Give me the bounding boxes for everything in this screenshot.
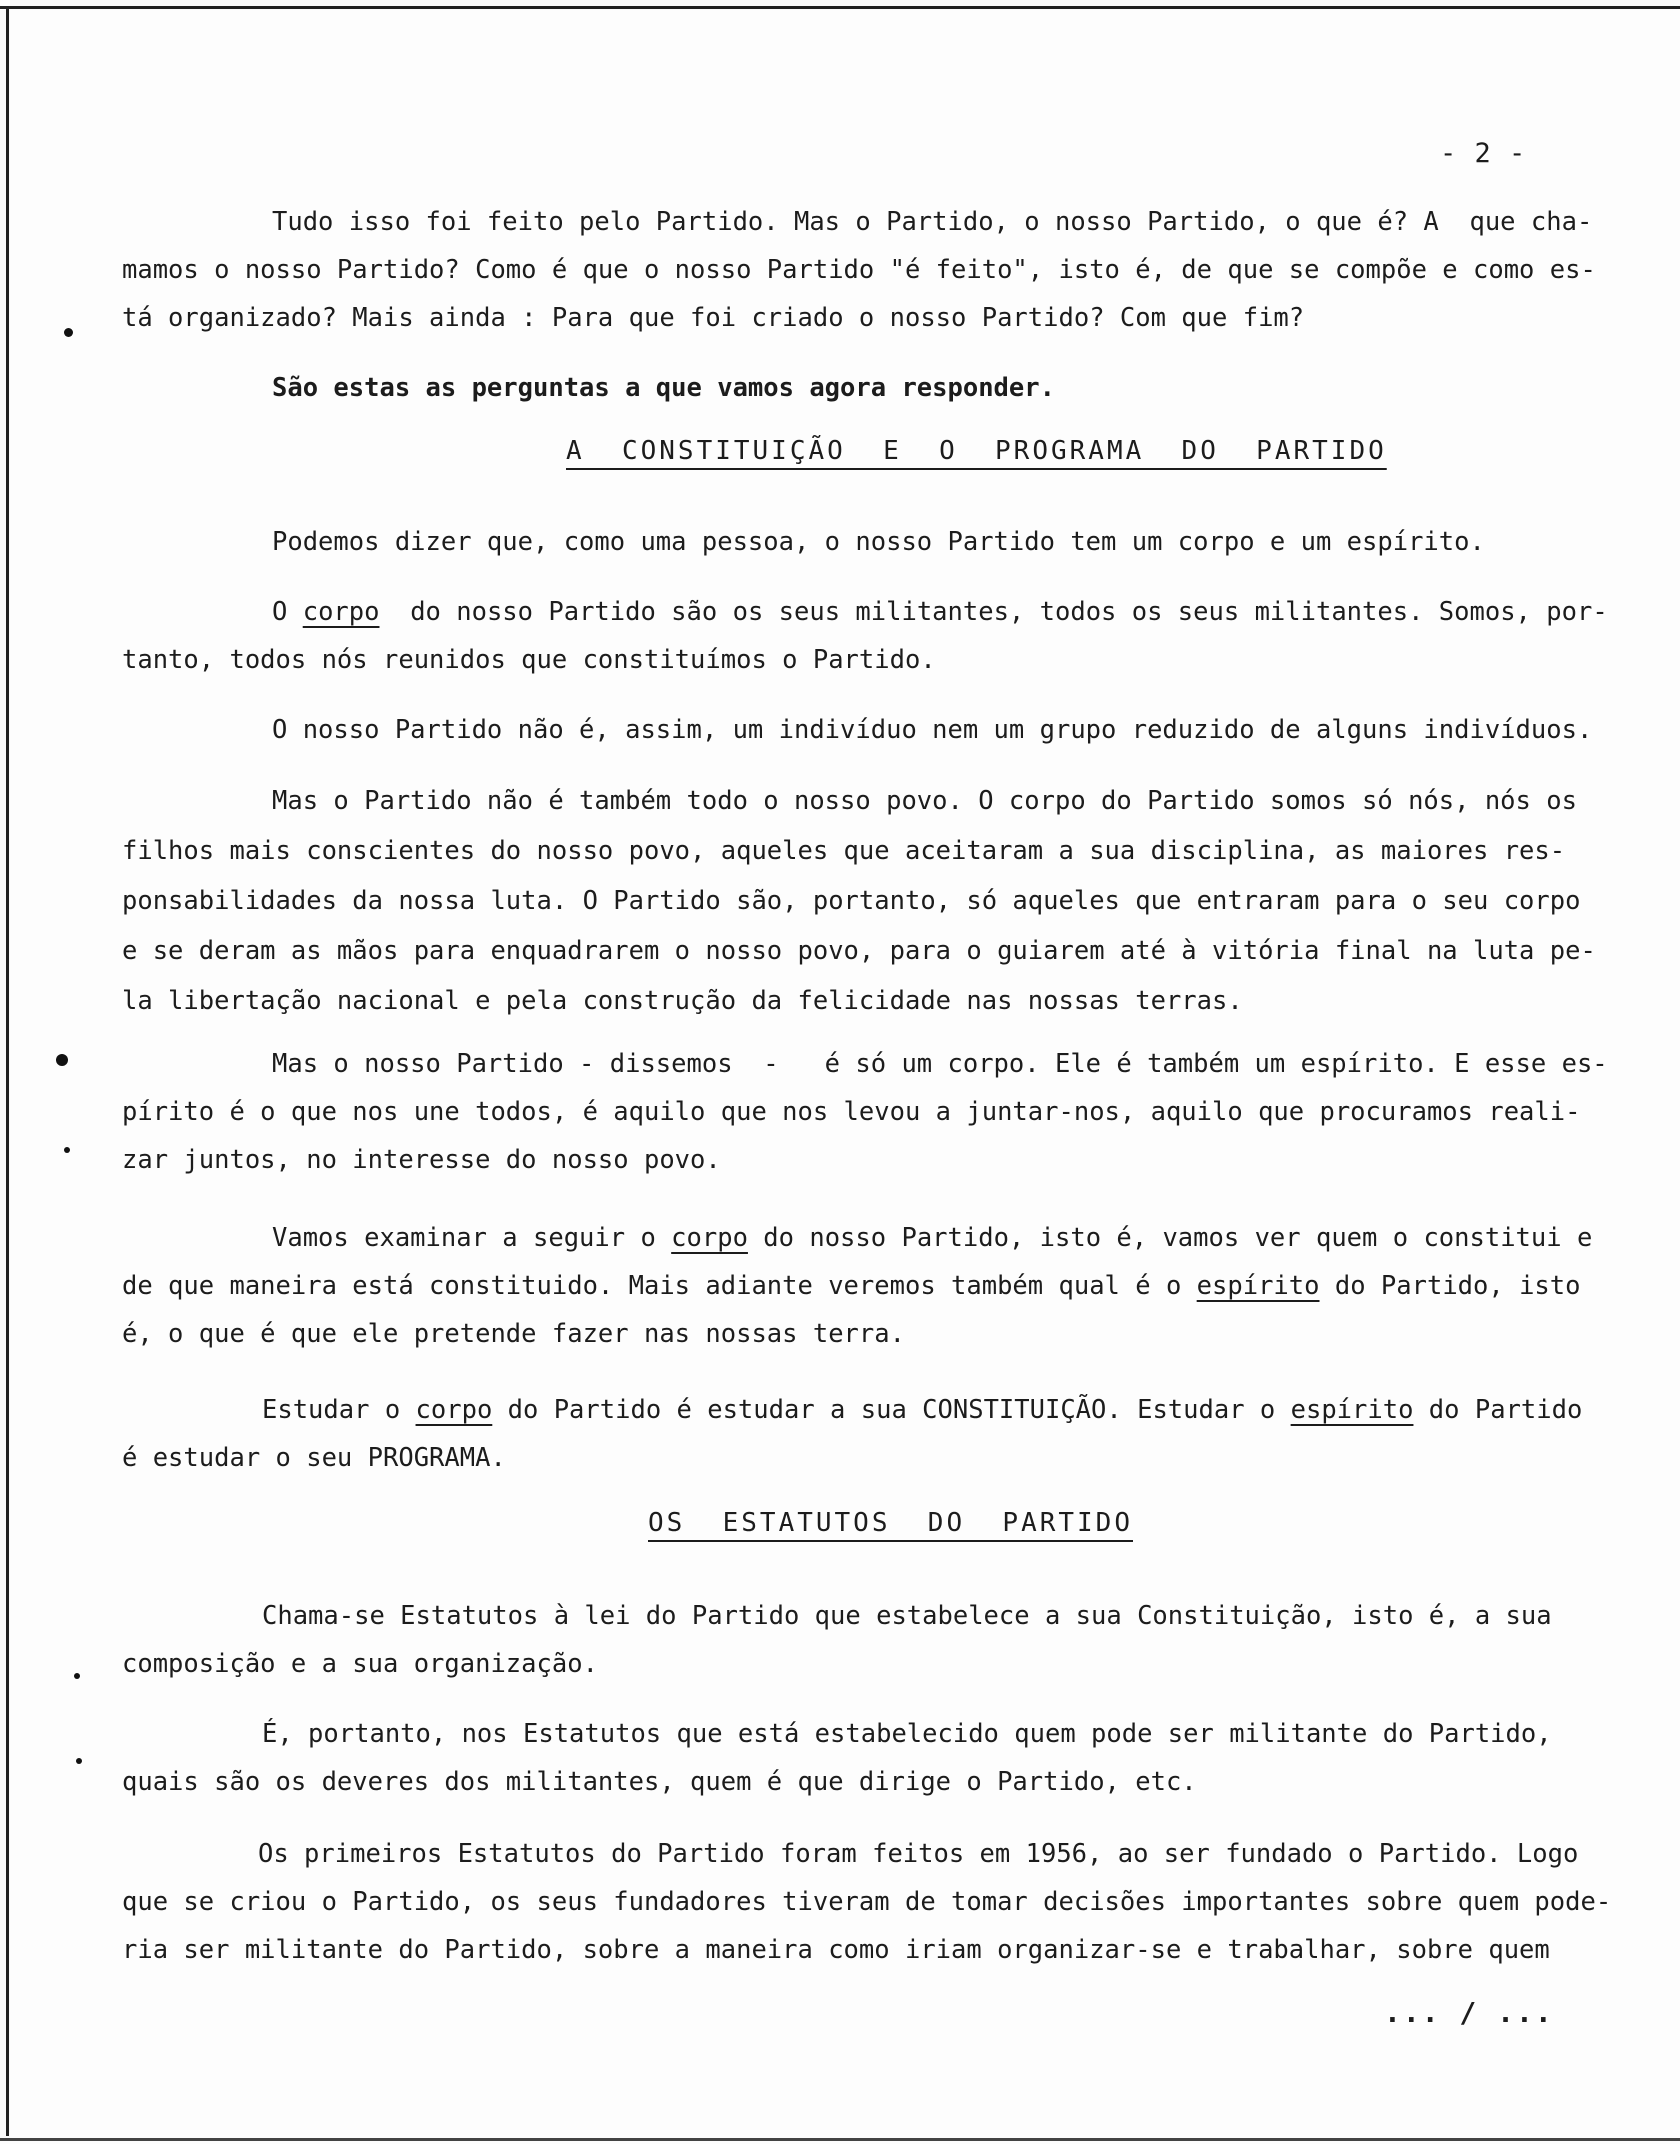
margin-speck xyxy=(64,328,73,337)
text-line xyxy=(122,1262,1632,1310)
text-line: São estas as perguntas a que vamos agora responder. xyxy=(272,373,1055,403)
text-line: Chama-se Estatutos à lei do Partido que estabelece a sua Constituição, isto é, a sua xyxy=(262,1601,1552,1631)
text-run: Vamos examinar a seguir o xyxy=(272,1223,672,1253)
text-line: mamos o nosso Partido? Como é que o nosso Partido "é feito", isto é, de que se compõe e como es- xyxy=(122,255,1596,285)
paragraph-body-spirit xyxy=(272,518,1632,566)
text-run: do nosso Partido, isto é, vamos ver quem o constitui e xyxy=(747,1223,1593,1253)
margin-speck xyxy=(76,1758,82,1764)
text-run: do nosso Partido são os seus militantes, todos os seus militantes. Somos, por- xyxy=(379,597,1608,627)
text-run: do Partido, isto xyxy=(1319,1271,1581,1301)
text-run: Estudar o xyxy=(262,1395,416,1425)
paragraph-portanto xyxy=(122,1710,1632,1806)
text-line: Os primeiros Estatutos do Partido foram feitos em 1956, ao ser fundado o Partido. Logo xyxy=(258,1839,1579,1869)
section-heading-constitution: A CONSTITUIÇÃO E O PROGRAMA DO PARTIDO xyxy=(566,436,1387,466)
text-line: é estudar o seu PROGRAMA. xyxy=(122,1443,506,1473)
text-line: tá organizado? Mais ainda : Para que foi criado o nosso Partido? Com que fim? xyxy=(122,303,1305,333)
paragraph-estudar xyxy=(122,1386,1632,1482)
text-line: Tudo isso foi feito pelo Partido. Mas o Partido, o nosso Partido, o que é? A que cha- xyxy=(272,207,1593,237)
text-line: filhos mais conscientes do nosso povo, aqueles que aceitaram a sua disciplina, as maiores res- xyxy=(122,836,1566,866)
section-heading-statutes: OS ESTATUTOS DO PARTIDO xyxy=(648,1508,1133,1538)
text-line: tanto, todos nós reunidos que constituímos o Partido. xyxy=(122,645,936,675)
text-line: ria ser militante do Partido, sobre a maneira como iriam organizar-se e trabalhar, sobre quem xyxy=(122,1935,1550,1965)
text-line: composição e a sua organização. xyxy=(122,1649,598,1679)
text-run: O xyxy=(272,597,303,627)
text-line: Mas o nosso Partido - dissemos - é só um corpo. Ele é também um espírito. E esse es- xyxy=(272,1049,1608,1079)
text-line: Podemos dizer que, como uma pessoa, o nosso Partido tem um corpo e um espírito. xyxy=(272,527,1485,557)
text-line: ponsabilidades da nossa luta. O Partido são, portanto, só aqueles que entraram para o seu corpo xyxy=(122,886,1581,916)
page-edge-left xyxy=(6,6,9,2136)
text-run: do Partido xyxy=(1413,1395,1583,1425)
text-line: O nosso Partido não é, assim, um indivíduo nem um grupo reduzido de alguns indivíduos. xyxy=(272,715,1593,745)
text-run: de que maneira está constituido. Mais adiante veremos também qual é o xyxy=(122,1271,1197,1301)
paragraph-questions xyxy=(272,364,1572,412)
margin-speck xyxy=(56,1054,68,1066)
page-number: - 2 - xyxy=(1440,138,1527,169)
underlined-word: corpo xyxy=(671,1223,748,1253)
paragraph-primeiros-estatutos xyxy=(122,1830,1642,1974)
paragraph-intro xyxy=(122,198,1622,342)
underlined-word: espírito xyxy=(1196,1271,1320,1301)
paragraph-examinar xyxy=(122,1214,1632,1358)
page-edge-bottom xyxy=(0,2138,1680,2141)
text-line: é, o que é que ele pretende fazer nas nossas terra. xyxy=(122,1319,905,1349)
text-line xyxy=(122,1214,1632,1262)
text-line xyxy=(122,588,1632,636)
page-edge-top xyxy=(0,6,1680,9)
text-run: do Partido é estudar a sua CONSTITUIÇÃO. Estudar o xyxy=(492,1395,1291,1425)
text-line: e se deram as mãos para enquadrarem o nosso povo, para o guiarem até à vitória final na luta pe- xyxy=(122,936,1596,966)
continuation-marker: ... / ... xyxy=(1384,1996,1554,2029)
paragraph-espirito xyxy=(122,1040,1632,1184)
text-line: Mas o Partido não é também todo o nosso povo. O corpo do Partido somos só nós, nós os xyxy=(272,786,1577,816)
paragraph-chama-se xyxy=(122,1592,1632,1688)
text-line: que se criou o Partido, os seus fundadores tiveram de tomar decisões importantes sobre quem pode- xyxy=(122,1887,1612,1917)
underlined-word: corpo xyxy=(415,1395,493,1425)
underlined-word: corpo xyxy=(302,597,380,627)
margin-speck xyxy=(74,1673,80,1679)
underlined-word: espírito xyxy=(1290,1395,1414,1425)
text-line: pírito é o que nos une todos, é aquilo que nos levou a juntar-nos, aquilo que procuramos reali- xyxy=(122,1097,1581,1127)
text-line: quais são os deveres dos militantes, quem é que dirige o Partido, etc. xyxy=(122,1767,1197,1797)
margin-speck xyxy=(64,1147,70,1153)
text-line: É, portanto, nos Estatutos que está estabelecido quem pode ser militante do Partido, xyxy=(262,1719,1552,1749)
text-line: zar juntos, no interesse do nosso povo. xyxy=(122,1145,721,1175)
paragraph-individuo xyxy=(272,706,1642,754)
text-line: la libertação nacional e pela construção da felicidade nas nossas terras. xyxy=(122,986,1243,1016)
paragraph-povo xyxy=(122,776,1632,1026)
paragraph-corpo xyxy=(122,588,1632,684)
text-line xyxy=(122,1386,1632,1434)
